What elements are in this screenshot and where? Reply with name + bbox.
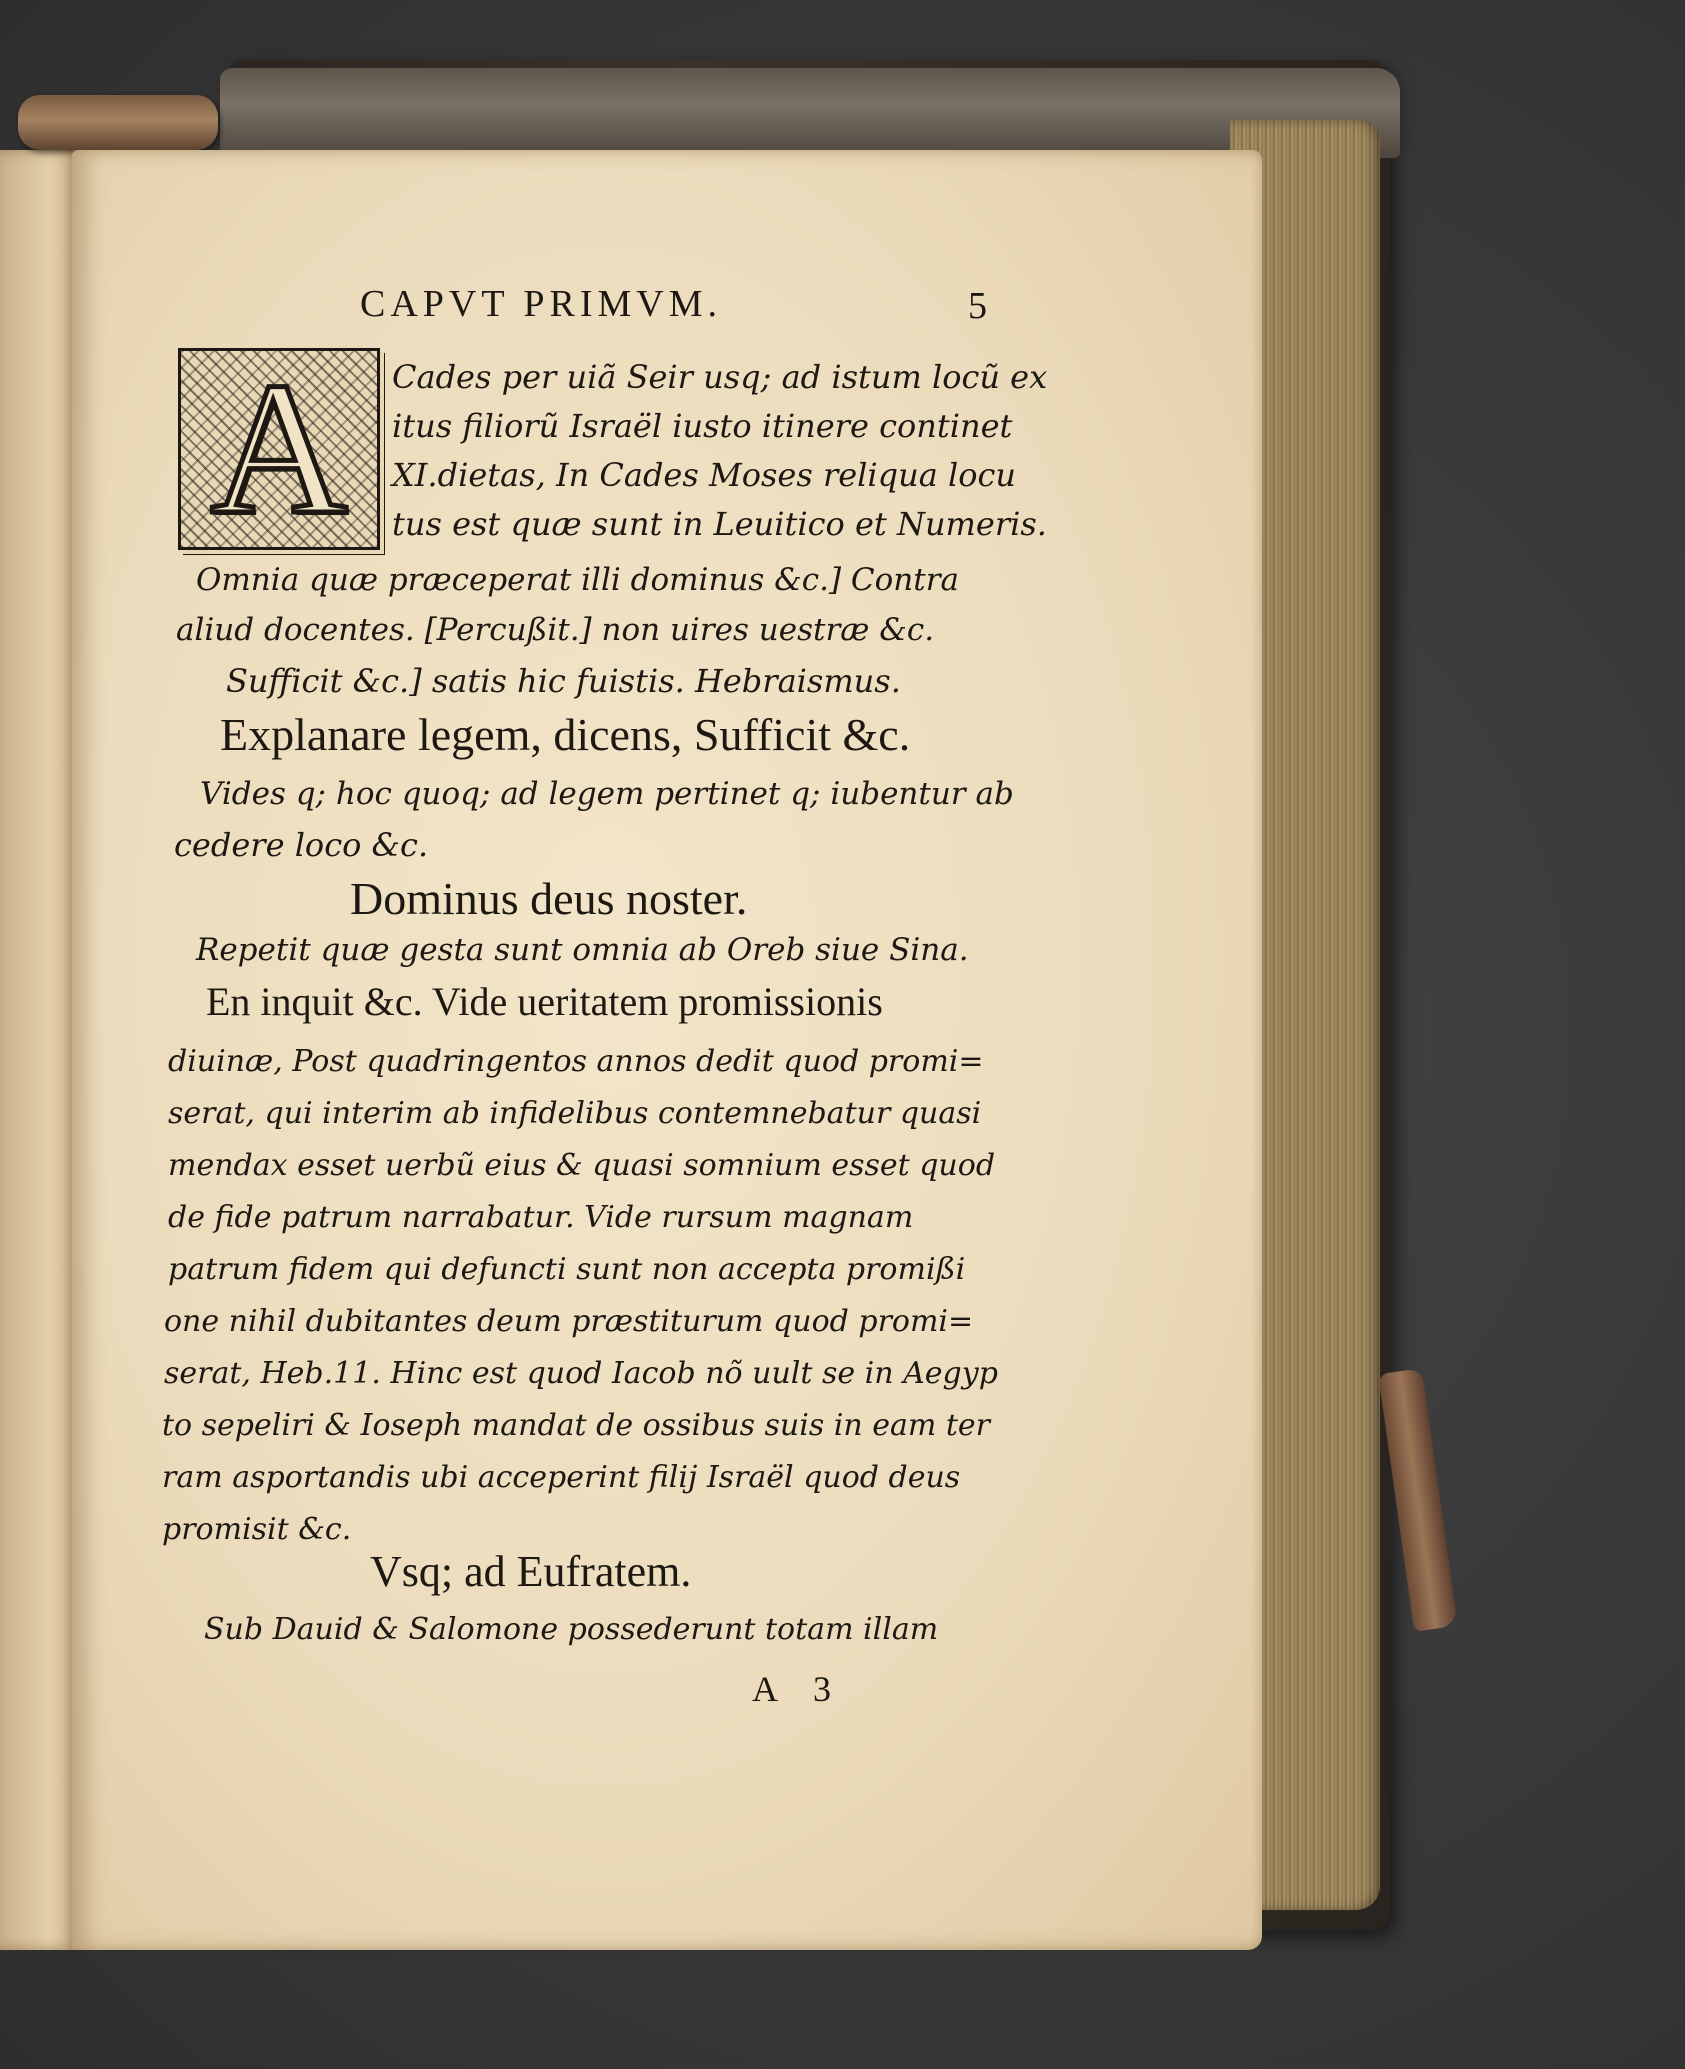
text-line: cedere loco &c. bbox=[174, 826, 429, 864]
text-line: XI.dietas, In Cades Moses reliqua locu bbox=[392, 456, 1017, 494]
book-clasp bbox=[18, 95, 218, 150]
text-line: tus est quæ sunt in Leuitico et Numeris. bbox=[392, 505, 1047, 543]
ribbon-bookmark bbox=[1378, 1368, 1458, 1632]
text-line: aliud docentes. [Percußit.] non uires uestræ &c. bbox=[176, 612, 935, 648]
text-line: Vides q; hoc quoq; ad legem pertinet q; iubentur ab bbox=[200, 776, 1014, 812]
text-line: patrum fidem qui defuncti sunt non accepta promißi bbox=[168, 1252, 966, 1287]
book-head-edge bbox=[220, 68, 1400, 158]
text-line: Sub Dauid & Salomone possederunt totam illam bbox=[204, 1612, 939, 1647]
text-line: serat, qui interim ab infidelibus contemnebatur quasi bbox=[168, 1096, 982, 1131]
text-line: promisit &c. bbox=[162, 1512, 352, 1547]
initial-letter: A bbox=[210, 344, 348, 554]
text-line: Sufficit &c.] satis hic fuistis. Hebraismus. bbox=[226, 662, 901, 700]
text-line: to sepeliri & Ioseph mandat de ossibus suis in eam ter bbox=[162, 1408, 990, 1443]
section-heading: Vsq; ad Eufratem. bbox=[370, 1547, 692, 1596]
text-line: Repetit quæ gesta sunt omnia ab Oreb siue Sina. bbox=[196, 932, 969, 968]
facing-page-edge bbox=[0, 150, 80, 1950]
section-heading: Dominus deus noster. bbox=[350, 873, 748, 924]
text-line: mendax esset uerbũ eius & quasi somnium esset quod bbox=[168, 1148, 996, 1183]
text-line: Omnia quæ præceperat illi dominus &c.] Contra bbox=[196, 562, 960, 598]
folio-number: 5 bbox=[968, 285, 987, 327]
text-line: Cades per uiã Seir usq; ad istum locũ ex bbox=[392, 358, 1048, 396]
text-line: diuinæ, Post quadringentos annos dedit quod promi= bbox=[168, 1044, 984, 1079]
running-head-text: CAPVT PRIMVM. bbox=[360, 283, 723, 325]
text-line: one nihil dubitantes deum præstiturum quod promi= bbox=[164, 1304, 974, 1339]
text-line: itus filiorũ Israël iusto itinere continet bbox=[392, 407, 1013, 445]
section-heading: Explanare legem, dicens, Sufficit &c. bbox=[220, 709, 911, 760]
text-line: ram asportandis ubi acceperint filij Israël quod deus bbox=[162, 1460, 961, 1495]
text-line: de fide patrum narrabatur. Vide rursum magnam bbox=[168, 1200, 914, 1235]
running-head bbox=[360, 282, 1000, 326]
text-line: serat, Heb.11. Hinc est quod Iacob nõ uult se in Aegyp bbox=[164, 1356, 998, 1391]
signature-mark: A 3 bbox=[752, 1669, 846, 1709]
decorated-initial bbox=[178, 344, 380, 554]
section-heading: En inquit &c. Vide ueritatem promissionis bbox=[206, 979, 883, 1024]
